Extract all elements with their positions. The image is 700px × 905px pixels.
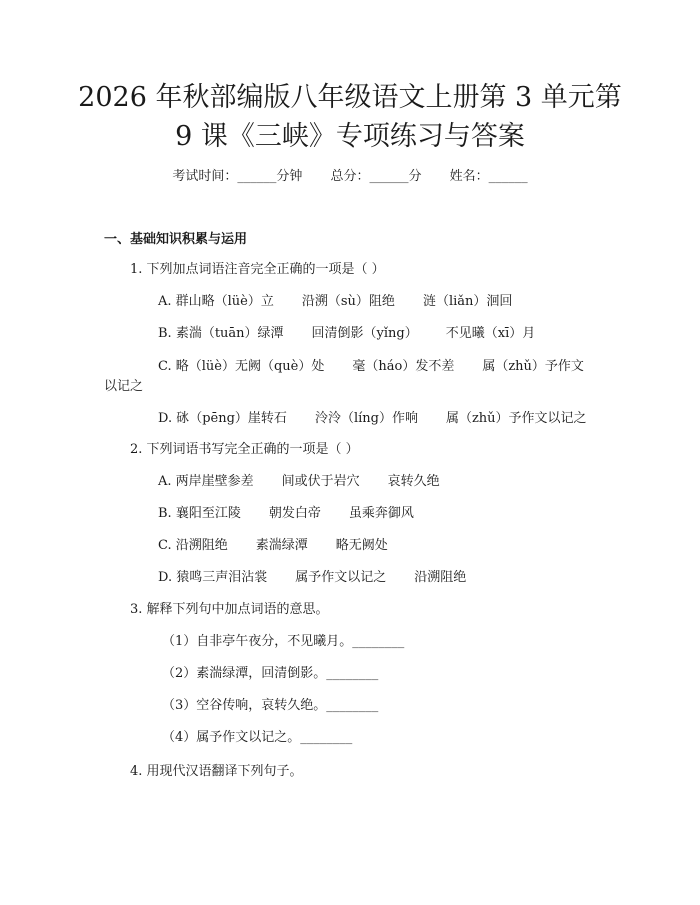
- section-heading: 一、基础知识积累与运用: [104, 232, 248, 247]
- document-title: [40, 78, 660, 156]
- exam-info: [0, 167, 700, 187]
- exam-time-field: 考试时间：______分钟: [172, 169, 303, 184]
- question-1-option-b: B. 素湍（tuān）绿潭 回清倒影（yǐng） 不见曦（xī）月: [158, 326, 536, 341]
- question-3-item-3: （3）空谷传响，哀转久绝。________: [162, 698, 379, 713]
- question-2-option-c: C. 沿溯阻绝 素湍绿潭 略无阙处: [158, 538, 388, 553]
- question-2-option-a: A. 两岸崖壁参差 间或伏于岩穴 哀转久绝: [158, 474, 440, 489]
- total-score-field: 总分：______分: [330, 169, 422, 184]
- question-1-option-d: D. 砯（pēng）崖转石 泠泠（líng）作响 属（zhǔ）予作文以记之: [158, 411, 587, 426]
- question-1-stem: 1. 下列加点词语注音完全正确的一项是（ ）: [130, 262, 385, 277]
- question-1-option-c: C. 略（lüè）无阙（què）处 毫（háo）发不差 属（zhǔ）予作文: [158, 359, 584, 374]
- question-3-item-1: （1）自非亭午夜分，不见曦月。________: [162, 634, 405, 649]
- question-2-option-b: B. 襄阳至江陵 朝发白帝 虽乘奔御风: [158, 506, 414, 521]
- question-2-option-d: D. 猿鸣三声泪沾裳 属予作文以记之 沿溯阻绝: [158, 570, 467, 585]
- title-line-2: 9 课《三峡》专项练习与答案: [175, 121, 525, 152]
- question-4-stem: 4. 用现代汉语翻译下列句子。: [130, 764, 303, 779]
- question-3-stem: 3. 解释下列句中加点词语的意思。: [130, 602, 329, 617]
- question-3-item-2: （2）素湍绿潭，回清倒影。________: [162, 666, 379, 681]
- question-2-stem: 2. 下列词语书写完全正确的一项是（ ）: [130, 442, 359, 457]
- question-1-option-c-continuation: 以记之: [104, 379, 144, 394]
- question-3-item-4: （4）属予作文以记之。________: [162, 730, 353, 745]
- title-line-1: 2026 年秋部编版八年级语文上册第 3 单元第: [78, 82, 622, 113]
- question-1-option-a: A. 群山略（lüè）立 沿溯（sù）阻绝 涟（liǎn）洄回: [158, 294, 513, 309]
- student-name-field: 姓名：______: [449, 169, 528, 184]
